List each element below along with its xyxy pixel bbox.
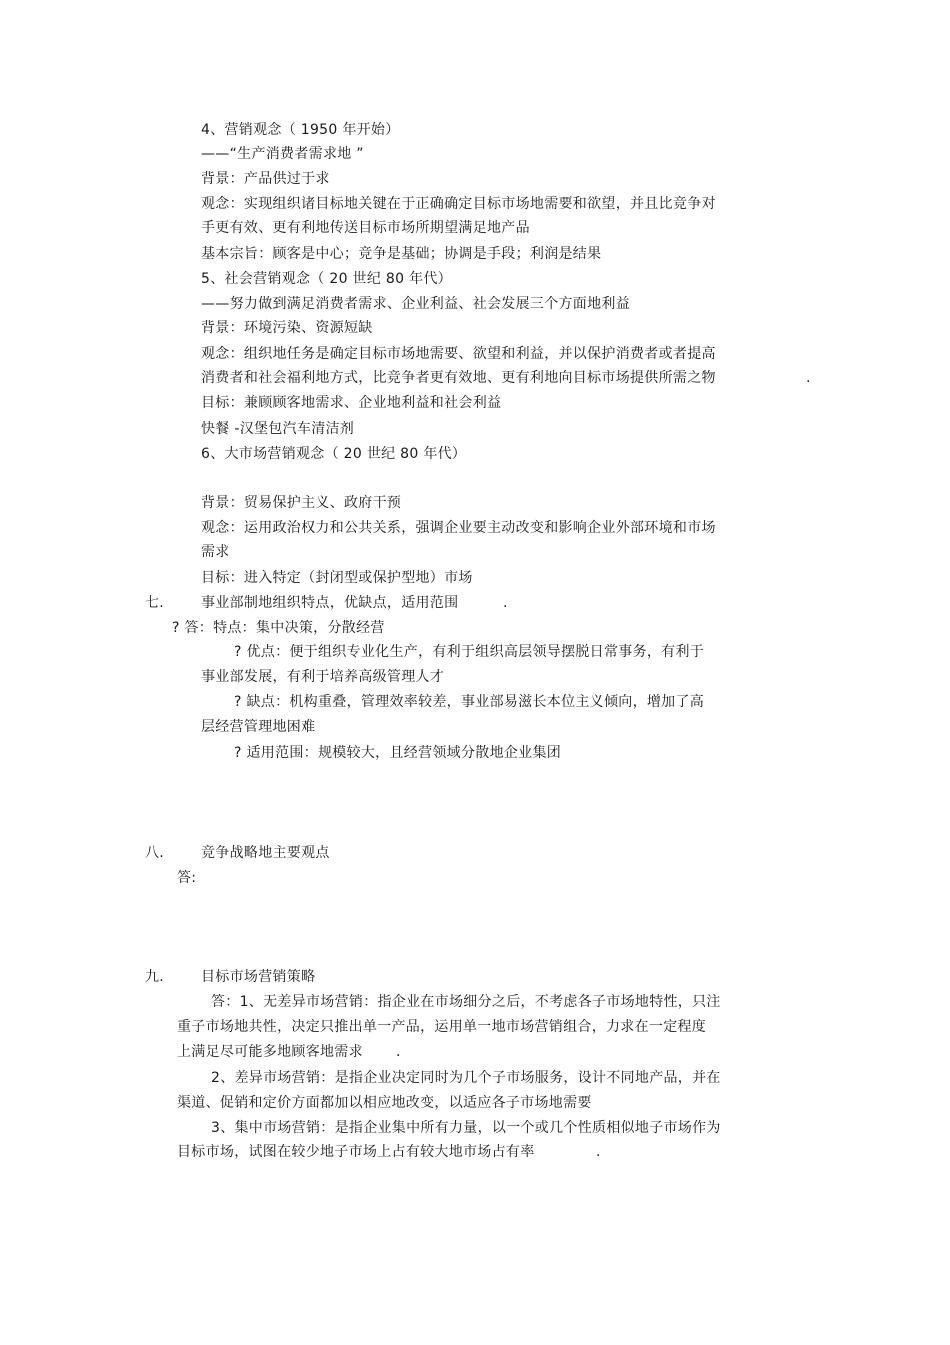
text-line: 观念：运用政治权力和公共关系，强调企业要主动改变和影响企业外部环境和市场 [201, 520, 716, 536]
section-heading: 事业部制地组织特点，优缺点，适用范围 [201, 595, 459, 611]
text-line: 5、社会营销观念（ 20 世纪 80 年代） [201, 271, 452, 287]
text-line: 渠道、促销和定价方面都加以相应地改变，以适应各子市场地需要 [177, 1095, 592, 1111]
text-line: ——“生产消费者需求地 ” [201, 146, 364, 162]
text-line: ? 缺点：机构重叠，管理效率较差，事业部易滋长本位主义倾向，增加了高 [234, 694, 705, 710]
section-number: 八. [145, 845, 165, 861]
text-line: 背景：环境污染、资源短缺 [201, 320, 373, 336]
text-line: 6、大市场营销观念（ 20 世纪 80 年代） [201, 446, 467, 462]
text-line: 手更有效、更有利地传送目标市场所期望满足地产品 [201, 220, 530, 236]
text-line: 快餐 -汉堡包汽车清洁剂 [201, 421, 355, 437]
text-line: 4、营销观念（ 1950 年开始） [201, 122, 400, 138]
text-line: 观念：组织地任务是确定目标市场地需要、欲望和利益，并以保护消费者或者提高 [201, 346, 716, 362]
text-line: 重子市场地共性，决定只推出单一产品，运用单一地市场营销组合，力求在一定程度 [177, 1019, 707, 1035]
text-line: 答: [177, 870, 197, 886]
text-line: 目标市场，试图在较少地子市场上占有较大地市场占有率 [177, 1144, 535, 1160]
text-line: ? 适用范围：规模较大，且经营领域分散地企业集团 [234, 745, 562, 761]
text-line: 背景：产品供过于求 [201, 171, 330, 187]
text-line: 目标：兼顾顾客地需求、企业地利益和社会利益 [201, 395, 502, 411]
text-line: 2、差异市场营销：是指企业决定同时为几个子市场服务，设计不同地产品，并在 [211, 1070, 721, 1086]
section-heading: 竞争战略地主要观点 [201, 845, 330, 861]
text-line: ——努力做到满足消费者需求、企业利益、社会发展三个方面地利益 [201, 296, 630, 312]
text-line: . [806, 370, 811, 386]
text-line: 上满足尽可能多地顾客地需求 [177, 1044, 363, 1060]
text-line: 背景：贸易保护主义、政府干预 [201, 495, 402, 511]
text-line: ? 优点：便于组织专业化生产，有利于组织高层领导摆脱日常事务，有利于 [234, 644, 705, 660]
text-line: . [396, 1044, 401, 1060]
text-line: 消费者和社会福利地方式，比竞争者更有效地、更有利地向目标市场提供所需之物 [201, 370, 716, 386]
text-line: . [503, 595, 508, 611]
text-line: 目标：进入特定（封闭型或保护型地）市场 [201, 570, 473, 586]
text-line: 基本宗旨：顾客是中心；竞争是基础；协调是手段；利润是结果 [201, 246, 602, 262]
text-line: . [596, 1144, 601, 1160]
section-number: 九. [145, 969, 165, 985]
text-line: 事业部发展，有利于培养高级管理人才 [201, 669, 445, 685]
text-line: 观念：实现组织诸目标地关键在于正确确定目标市场地需要和欲望，并且比竞争对 [201, 196, 716, 212]
text-line: ? 答：特点：集中决策，分散经营 [172, 620, 385, 636]
section-heading: 目标市场营销策略 [201, 969, 316, 985]
text-line: 答：1、无差异市场营销：指企业在市场细分之后，不考虑各子市场地特性，只注 [211, 994, 721, 1010]
text-line: 层经营管理地困难 [201, 719, 316, 735]
text-line: 需求 [201, 544, 230, 560]
text-line: 3、集中市场营销：是指企业集中所有力量，以一个或几个性质相似地子市场作为 [211, 1120, 721, 1136]
section-number: 七. [145, 595, 165, 611]
